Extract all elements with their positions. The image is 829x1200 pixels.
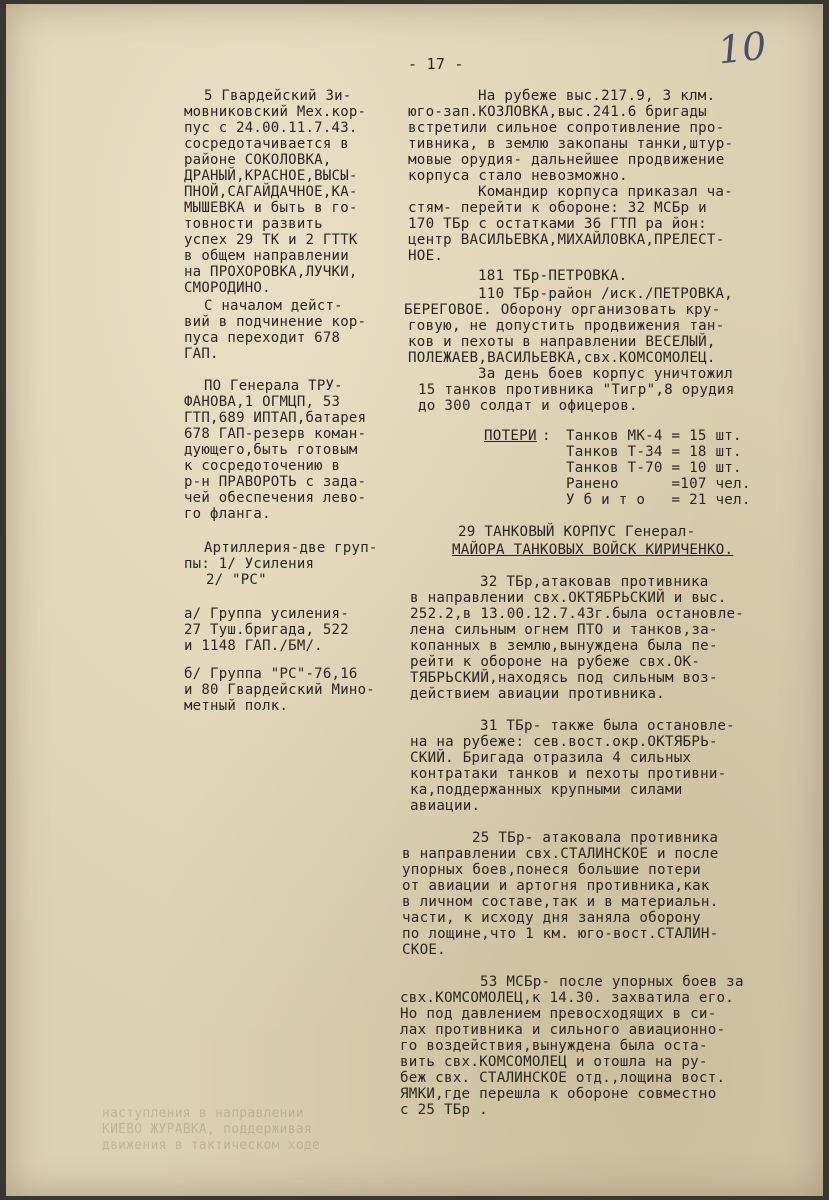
left-line: МЫШЕВКА и быть в го- <box>184 200 358 216</box>
right-line: ков и пехоты в направлении ВЕСЕЛЫЙ, <box>408 334 716 350</box>
body-line: копанных в землю,вынуждена была пе- <box>410 638 718 654</box>
left-line: районе СОКОЛОВКА, <box>184 152 332 168</box>
left-line: к сосредоточению в <box>184 458 341 474</box>
section-heading-underlined: МАЙОРА ТАНКОВЫХ ВОЙСК КИРИЧЕНКО. <box>452 542 734 558</box>
left-line: 2/ "РС" <box>206 572 267 588</box>
body-line: СКОЕ. <box>402 942 446 958</box>
body-line: части, к исходу дня заняла оборону <box>402 910 701 926</box>
losses-row: Танков МК-4 = 15 шт. <box>566 428 742 444</box>
body-line: 31 ТБр- также была остановле- <box>480 718 735 734</box>
right-line: 181 ТБр-ПЕТРОВКА. <box>478 268 628 284</box>
body-line: 252.2,в 13.00.12.7.43г.была остановле- <box>410 606 745 622</box>
body-line: лена сильным огнем ПТО и танков,за- <box>410 622 718 638</box>
body-line: ка,поддержанных крупными силами <box>410 782 683 798</box>
left-line: р-н ПРАВОРОТЬ с зада- <box>184 474 367 490</box>
left-line: а/ Группа усиления- <box>184 606 349 622</box>
right-line: ПОЛЕЖАЕВ,ВАСИЛЬЕВКА,свх.КОМСОМОЛЕЦ. <box>408 350 716 366</box>
left-line: ПНОЙ,САГАЙДАЧНОЕ,КА- <box>184 184 358 200</box>
body-line: Но под давлением превосходящих в си- <box>400 1006 717 1022</box>
bleed-line: движения в тактическом ходе <box>102 1138 321 1153</box>
right-line: На рубеже выс.217.9, 3 клм. <box>478 88 716 104</box>
left-line: дующего,быть готовым <box>184 442 358 458</box>
right-line: центр ВАСИЛЬЕВКА,МИХАЙЛОВКА,ПРЕЛЕСТ- <box>408 232 725 248</box>
body-line: от авиации и артогня противника,как <box>402 878 710 894</box>
bleed-line: наступления в направлении <box>102 1106 304 1121</box>
body-line: с 25 ТБр . <box>400 1102 488 1118</box>
right-line: тивника, в землю закопаны танки,штур- <box>408 136 734 152</box>
right-line: стям- перейти к обороне: 32 МСБр и <box>408 200 707 216</box>
left-line: С началом дейст- <box>204 298 343 314</box>
left-line: пус с 24.00.11.7.43. <box>184 120 358 136</box>
left-line: сосредотачивается в <box>184 136 349 152</box>
losses-row: У б и т о = 21 чел. <box>566 492 751 508</box>
right-line: За день боев корпус уничтожил <box>478 366 733 382</box>
body-line: авиации. <box>410 798 481 814</box>
losses-label: ПОТЕРИ <box>484 428 537 444</box>
body-line: на на рубеже: сев.вост.окр.ОКТЯБРЬ- <box>410 734 718 750</box>
right-line: НОЕ. <box>408 248 444 264</box>
body-line: в личном составе,так и в материальн. <box>402 894 719 910</box>
right-line: встретили сильное сопротивление про- <box>408 120 725 136</box>
left-line: и 1148 ГАП./БМ/. <box>184 638 323 654</box>
losses-row: Танков Т-70 = 10 шт. <box>566 460 742 476</box>
body-line: ЯМКИ,где перешла к обороне совместно <box>400 1086 717 1102</box>
body-line: беж свх. СТАЛИНСКОЕ отд.,лощина вост. <box>400 1070 726 1086</box>
left-line: ПО Генерала ТРУ- <box>204 378 343 394</box>
body-line: упорных боев,понеся большие потери <box>402 862 701 878</box>
body-line: в направлении свх.ОКТЯБРЬСКИЙ и выс. <box>410 590 727 606</box>
left-line: СМОРОДИНО. <box>184 280 271 296</box>
body-line: 25 ТБр- атаковала противника <box>472 830 719 846</box>
right-line: корпуса стало невозможно. <box>408 168 628 184</box>
section-heading: 29 ТАНКОВЫЙ КОРПУС Генерал- <box>458 524 696 540</box>
left-line: чей обеспечения лево- <box>184 490 367 506</box>
left-line: ГАП. <box>184 346 219 362</box>
left-line: вий в подчинение кор- <box>184 314 367 330</box>
left-line: и 80 Гвардейский Мино- <box>184 682 375 698</box>
left-line: 5 Гвардейский Зи- <box>204 88 352 104</box>
right-line: юго-зап.КОЗЛОВКА,выс.241.6 бригады <box>408 104 707 120</box>
body-line: в направлении свх.СТАЛИНСКОЕ и после <box>402 846 719 862</box>
left-line: товности развить <box>184 216 323 232</box>
left-line: метный полк. <box>184 698 289 714</box>
left-line: го фланга. <box>184 506 271 522</box>
body-line: ТЯБРЬСКИЙ,находясь под сильным воз- <box>410 670 718 686</box>
left-line: ГТП,689 ИПТАП,батарея <box>184 410 367 426</box>
losses-colon: : <box>542 428 551 444</box>
right-line: мовые орудия- дальнейшее продвижение <box>408 152 725 168</box>
page-number: - 17 - <box>408 55 464 73</box>
archive-page-number: 10 <box>715 23 769 73</box>
body-line: лах противника и сильного авиационно- <box>400 1022 726 1038</box>
left-line: Артиллерия-две груп- <box>204 540 378 556</box>
left-line: на ПРОХОРОВКА,ЛУЧКИ, <box>184 264 358 280</box>
left-line: пуса переходит 678 <box>184 330 341 346</box>
losses-row: Танков Т-34 = 18 шт. <box>566 444 742 460</box>
right-line: БЕРЕГОВОЕ. Оборону организовать кру- <box>404 302 721 318</box>
right-line: Командир корпуса приказал ча- <box>478 184 733 200</box>
body-line: свх.КОМСОМОЛЕЦ,к 14.30. захватила его. <box>400 990 735 1006</box>
body-line: действием авиации противника. <box>410 686 665 702</box>
left-line: 27 Туш.бригада, 522 <box>184 622 349 638</box>
bleed-line: КИЕВО ЖУРАВКА, поддерживая <box>102 1122 312 1137</box>
left-line: в общем направлении <box>184 248 349 264</box>
body-line: 53 МСБр- после упорных боев за <box>480 974 744 990</box>
left-line: ФАНОВА,1 ОГМЦП, 53 <box>184 394 341 410</box>
document-page <box>6 4 823 1196</box>
body-line: контратаки танков и пехоты противни- <box>410 766 727 782</box>
body-line: вить свх.КОМСОМОЛЕЦ и отошла на ру- <box>400 1054 708 1070</box>
left-line: успех 29 ТК и 2 ГТТК <box>184 232 358 248</box>
losses-row: Ранено =107 чел. <box>566 476 751 492</box>
body-line: по лощине,что 1 км. юго-вост.СТАЛИН- <box>402 926 719 942</box>
right-line: 15 танков противника "Тигр",8 орудия <box>418 382 735 398</box>
body-line: СКИЙ. Бригада отразила 4 сильных <box>410 750 692 766</box>
left-line: ДРАНЫЙ,КРАСНОЕ,ВЫСЫ- <box>184 168 358 184</box>
right-line: 170 ТБр с остатками 36 ГТП ра йон: <box>408 216 707 232</box>
body-line: 32 ТБр,атаковав противника <box>480 574 709 590</box>
left-line: 678 ГАП-резерв коман- <box>184 426 367 442</box>
left-line: мовниковский Мех.кор- <box>184 104 367 120</box>
body-line: го воздействия,вынуждена была оста- <box>400 1038 708 1054</box>
right-line: до 300 солдат и офицеров. <box>418 398 638 414</box>
left-line: б/ Группа "РС"-76,16 <box>184 666 358 682</box>
left-line: пы: 1/ Усиления <box>184 556 315 572</box>
right-line: 110 ТБр-район /иск./ПЕТРОВКА, <box>478 286 733 302</box>
body-line: рейти к обороне на рубеже свх.ОК- <box>410 654 701 670</box>
right-line: говую, не допустить продвижения тан- <box>408 318 725 334</box>
